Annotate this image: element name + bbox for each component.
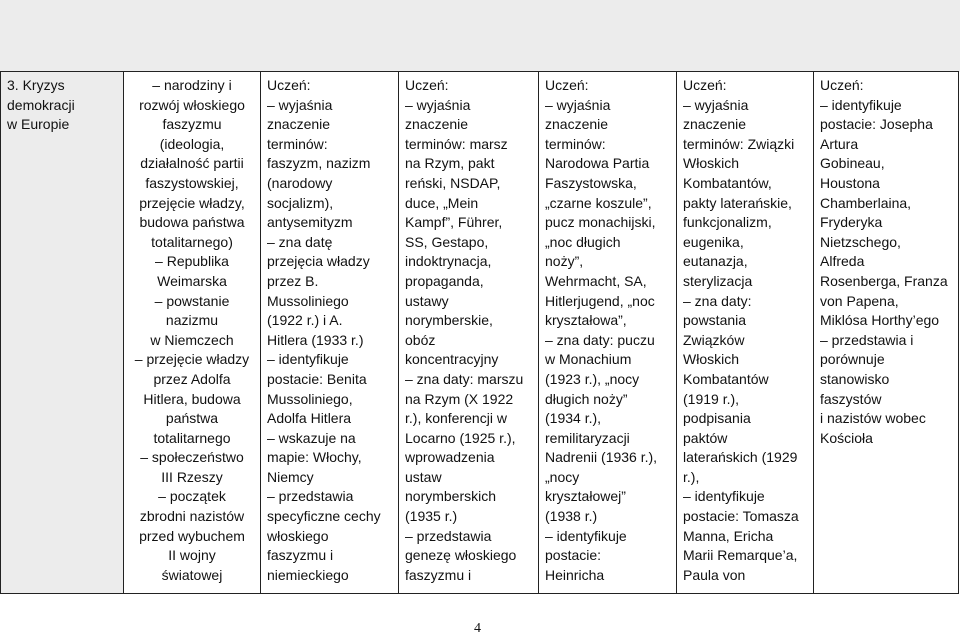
text-line: Hitlera (1933 r.) <box>267 331 364 348</box>
text-line: (1923 r.), „nocy <box>545 370 640 387</box>
text-line: terminów: marsz <box>405 135 508 152</box>
text-line: w Monachium <box>545 351 632 368</box>
text-line: Houstona <box>820 174 880 191</box>
text-line: przejęcia władzy <box>267 253 370 270</box>
text-line: – zna daty: <box>683 292 752 309</box>
text-line: obóz <box>405 331 436 348</box>
text-line: Faszystowska, <box>545 174 637 191</box>
text-line: długich noży” <box>545 390 628 407</box>
text-line: faszystowskiej, <box>145 174 239 191</box>
text-line: przez Adolfa <box>153 370 231 387</box>
text-line: pucz monachijski, <box>545 214 656 231</box>
text-line: Wehrmacht, SA, <box>545 272 647 289</box>
text-line: Kościoła <box>820 429 873 446</box>
text-line: przed wybuchem <box>139 527 245 544</box>
text-line: – zna daty: marszu <box>405 370 524 387</box>
text-line: – identyfikuje <box>545 527 627 544</box>
topic-cell <box>1 72 124 594</box>
text-line: Uczeń: <box>405 77 449 93</box>
text-line: (narodowy <box>267 174 333 191</box>
text-line: Uczeń: <box>545 77 589 93</box>
text-line: specyficzne cechy <box>267 508 381 525</box>
text-line: – wyjaśnia <box>683 96 749 113</box>
text-line: faszyzmu <box>162 116 222 133</box>
text-line: światowej <box>161 566 223 583</box>
text-line: (1938 r.) <box>545 508 598 525</box>
text-line: sterylizacja <box>683 272 753 289</box>
level-4-cell <box>677 72 814 594</box>
text-line: norymberskich <box>405 488 497 505</box>
text-line: mapie: Włochy, <box>267 449 362 466</box>
text-line: (1935 r.) <box>405 508 458 525</box>
text-line: faszystów <box>820 390 882 407</box>
text-line: na Rzym (X 1922 <box>405 390 514 407</box>
text-line: r.), konferencji w <box>405 410 507 427</box>
text-line: – powstanie <box>154 292 230 309</box>
page-number: 4 <box>474 621 481 636</box>
text-line: – przedstawia i <box>820 331 914 348</box>
text-line: (1922 r.) i A. <box>267 312 343 329</box>
text-line: – identyfikuje <box>683 488 765 505</box>
text-line: Uczeń: <box>683 77 727 93</box>
text-line: laterańskich (1929 <box>683 449 798 466</box>
text-line: państwa <box>165 410 219 427</box>
text-line: Nietzschego, <box>820 233 901 250</box>
text-line: SS, Gestapo, <box>405 233 489 250</box>
text-line: ustawy <box>405 292 449 309</box>
text-line: Alfreda <box>820 253 865 270</box>
text-line: (1934 r.), <box>545 410 602 427</box>
text-line: Heinricha <box>545 566 605 583</box>
text-line: faszyzm, nazizm <box>267 155 371 172</box>
text-line: kryształowej” <box>545 488 626 505</box>
text-line: Kombatantów, <box>683 174 772 191</box>
text-line: propaganda, <box>405 272 484 289</box>
text-line: Włoskich <box>683 351 740 368</box>
text-line: Marii Remarque’a, <box>683 547 798 564</box>
text-line: socjalizm), <box>267 194 334 211</box>
text-line: znaczenie <box>545 116 609 133</box>
text-line: – zna daty: puczu <box>545 331 655 348</box>
text-line: znaczenie <box>267 116 331 133</box>
text-line: Związków <box>683 331 745 348</box>
text-line: wprowadzenia <box>405 449 495 466</box>
text-line: postacie: Benita <box>267 370 367 387</box>
text-line: „noc długich <box>545 233 621 250</box>
text-line: indoktrynacja, <box>405 253 492 270</box>
text-line: eugenika, <box>683 233 744 250</box>
text-line: Hitlera, budowa <box>143 390 241 407</box>
text-line: Paula von <box>683 566 746 583</box>
text-line: Narodowa Partia <box>545 155 650 172</box>
text-line: w Europie <box>7 116 70 133</box>
text-line: von Papena, <box>820 292 899 309</box>
text-line: reński, NSDAP, <box>405 174 501 191</box>
text-line: totalitarnego <box>153 429 231 446</box>
level-3-cell <box>539 72 677 594</box>
text-line: koncentracyjny <box>405 351 499 368</box>
text-line: – wyjaśnia <box>545 96 611 113</box>
text-line: niemieckiego <box>267 566 349 583</box>
text-line: demokracji <box>7 96 75 113</box>
text-line: 3. Kryzys <box>7 77 65 93</box>
text-line: – przejęcie władzy <box>134 351 250 368</box>
previous-page-area <box>0 0 960 72</box>
text-line: Gobineau, <box>820 155 885 172</box>
text-line: Uczeń: <box>267 77 311 93</box>
text-line: postacie: Josepha <box>820 116 933 133</box>
text-line: powstania <box>683 312 747 329</box>
text-line: faszyzmu i <box>405 566 472 583</box>
text-line: paktów <box>683 429 728 446</box>
text-line: pakty laterańskie, <box>683 194 792 211</box>
content-cell <box>124 72 261 594</box>
text-line: remilitaryzacji <box>545 429 630 446</box>
text-line: terminów: <box>545 135 606 152</box>
text-line: na Rzym, pakt <box>405 155 495 172</box>
text-line: Hitlerjugend, „noc <box>545 292 655 309</box>
text-line: II wojny <box>168 547 216 564</box>
text-line: porównuje <box>820 351 885 368</box>
text-line: Locarno (1925 r.), <box>405 429 516 446</box>
table-row <box>1 72 959 594</box>
text-line: przez B. <box>267 272 319 289</box>
text-line: III Rzeszy <box>161 468 223 485</box>
text-line: (1919 r.), <box>683 390 740 407</box>
requirements-table <box>0 71 959 594</box>
text-line: i nazistów wobec <box>820 410 926 427</box>
text-line: nazizmu <box>165 312 219 329</box>
text-line: genezę włoskiego <box>405 547 517 564</box>
text-line: terminów: <box>267 135 328 152</box>
level-5-cell <box>814 72 959 594</box>
text-line: Manna, Ericha <box>683 527 774 544</box>
text-line: Nadrenii (1936 r.), <box>545 449 658 466</box>
text-line: – zna datę <box>267 233 333 250</box>
text-line: Włoskich <box>683 155 740 172</box>
text-line: kryształowa”, <box>545 312 627 329</box>
text-line: znaczenie <box>405 116 469 133</box>
text-line: totalitarnego) <box>151 233 233 250</box>
text-line: rozwój włoskiego <box>139 96 245 113</box>
text-line: Uczeń: <box>820 77 864 93</box>
text-line: Mussoliniego, <box>267 390 353 407</box>
text-line: eutanazja, <box>683 253 748 270</box>
level-1-cell <box>261 72 399 594</box>
text-line: faszyzmu i <box>267 547 334 564</box>
text-line: Chamberlaina, <box>820 194 912 211</box>
text-line: funkcjonalizm, <box>683 214 772 231</box>
text-line: – narodziny i <box>152 77 232 93</box>
text-line: Kombatantów <box>683 370 769 387</box>
text-line: Fryderyka <box>820 214 883 231</box>
text-line: Artura <box>820 135 859 152</box>
text-line: – identyfikuje <box>820 96 902 113</box>
text-line: (ideologia, <box>159 135 225 152</box>
text-line: – przedstawia <box>405 527 492 544</box>
text-line: działalność partii <box>140 155 244 172</box>
level-2-cell <box>399 72 539 594</box>
text-line: włoskiego <box>267 527 329 544</box>
text-line: „czarne koszule”, <box>545 194 652 211</box>
text-line: antysemityzm <box>267 214 353 231</box>
text-line: Adolfa Hitlera <box>267 410 352 427</box>
text-line: ustaw <box>405 468 442 485</box>
text-line: r.), <box>683 468 700 485</box>
text-line: – identyfikuje <box>267 351 349 368</box>
text-line: – społeczeństwo <box>140 449 244 466</box>
text-line: terminów: Związki <box>683 135 795 152</box>
text-line: – wskazuje na <box>267 429 356 446</box>
text-line: postacie: Tomasza <box>683 508 799 525</box>
text-line: Weimarska <box>157 272 227 289</box>
text-line: – wyjaśnia <box>267 96 333 113</box>
text-line: noży”, <box>545 253 584 270</box>
text-line: – Republika <box>155 253 229 270</box>
text-line: duce, „Mein <box>405 194 479 211</box>
text-line: stanowisko <box>820 370 890 387</box>
text-line: – początek <box>158 488 226 505</box>
text-line: Mussoliniego <box>267 292 349 309</box>
text-line: Kampf”, Führer, <box>405 214 503 231</box>
text-line: Miklósa Horthy’ego <box>820 312 940 329</box>
text-line: – przedstawia <box>267 488 354 505</box>
text-line: postacie: <box>545 547 602 564</box>
text-line: Rosenberga, Franza <box>820 272 948 289</box>
text-line: „nocy <box>545 468 580 485</box>
text-line: zbrodni nazistów <box>139 508 245 525</box>
text-line: Niemcy <box>267 468 314 485</box>
text-line: norymberskie, <box>405 312 493 329</box>
text-line: w Niemczech <box>150 331 234 348</box>
text-line: podpisania <box>683 410 751 427</box>
text-line: znaczenie <box>683 116 747 133</box>
text-line: – wyjaśnia <box>405 96 471 113</box>
text-line: budowa państwa <box>139 214 245 231</box>
text-line: przejęcie władzy, <box>139 194 245 211</box>
